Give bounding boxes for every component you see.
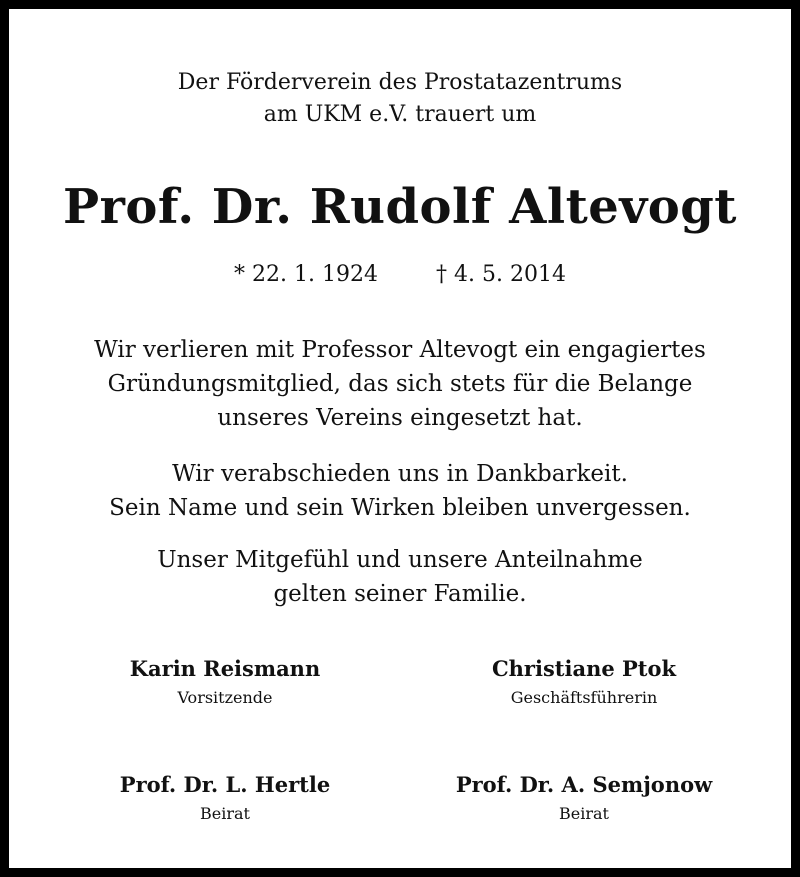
- paragraph-line: Unser Mitgefühl und unsere Anteilnahme: [157, 547, 643, 573]
- signatory-name: Christiane Ptok: [491, 656, 677, 681]
- intro-line: am UKM e.V. trauert um: [263, 102, 537, 127]
- signatory-semjonow: [404, 770, 764, 828]
- paragraph-farewell: [18, 457, 782, 525]
- paragraph-tribute: [18, 333, 782, 435]
- death-date: † 4. 5. 2014: [436, 262, 566, 287]
- intro-text: [18, 67, 782, 131]
- signatory-name: Prof. Dr. L. Hertle: [119, 772, 331, 797]
- paragraph-line: unseres Vereins eingesetzt hat.: [217, 405, 583, 431]
- paragraph-line: gelten seiner Familie.: [273, 581, 527, 607]
- paragraph-line: Sein Name und sein Wirken bleiben unvergessen.: [109, 495, 691, 521]
- signatory-name: Prof. Dr. A. Semjonow: [455, 772, 713, 797]
- signatory-role: Vorsitzende: [177, 688, 273, 707]
- signatory-hertle: [45, 770, 405, 828]
- signatory-role: Beirat: [559, 804, 609, 823]
- paragraph-condolence: [18, 543, 782, 611]
- signatory-role: Geschäftsführerin: [510, 688, 658, 707]
- signatory-role: Beirat: [200, 804, 250, 823]
- paragraph-line: Wir verabschieden uns in Dankbarkeit.: [172, 461, 628, 487]
- signatory-reismann: [45, 654, 405, 712]
- life-dates: [18, 261, 782, 289]
- deceased-name: Prof. Dr. Rudolf Altevogt: [63, 179, 737, 235]
- signatory-name: Karin Reismann: [129, 656, 321, 681]
- signatory-ptok: [404, 654, 764, 712]
- paragraph-line: Wir verlieren mit Professor Altevogt ein engagiertes: [94, 337, 706, 363]
- intro-line: Der Förderverein des Prostatazentrums: [177, 70, 623, 95]
- paragraph-line: Gründungsmitglied, das sich stets für die Belange: [107, 371, 693, 397]
- birth-date: * 22. 1. 1924: [234, 262, 378, 287]
